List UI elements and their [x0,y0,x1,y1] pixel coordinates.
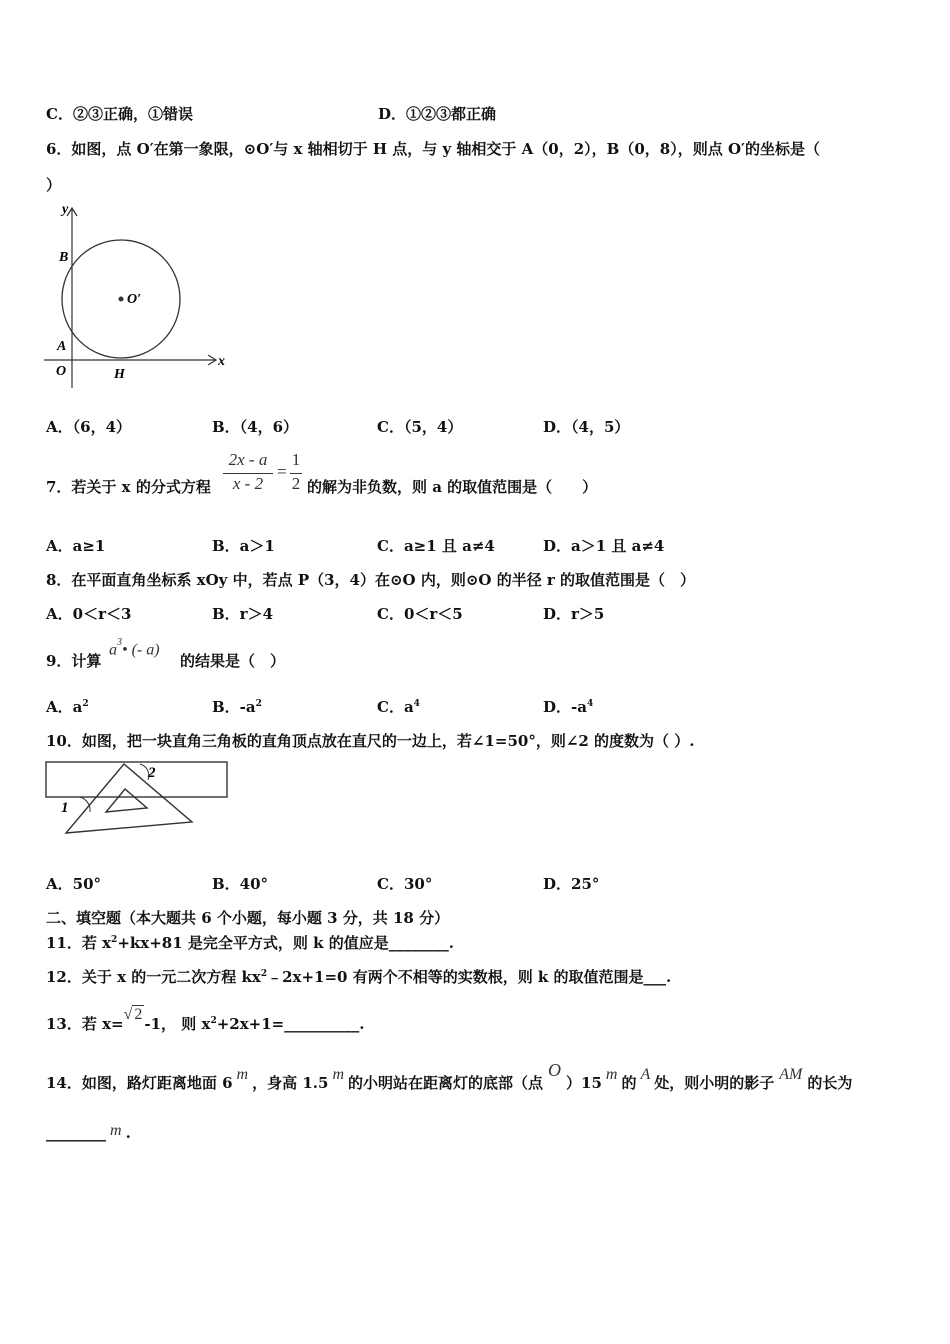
q9-option-c-exp: 4 [413,699,420,709]
q10-option-d: D．25° [543,875,600,893]
q7-rhs-numerator: 1 [291,450,301,469]
q6-question-text-cont: ） [46,176,62,194]
q6-question-text: 6．如图，点 O′在第一象限，⊙O′与 x 轴相切于 H 点，与 y 轴相交于 A（0，2），B（0，8），则点 O′的坐标是（ [46,140,820,158]
q7-question-suffix: 的解为非负数，则 a 的取值范围是（ ） [307,478,598,496]
q14-end: . [125,1124,131,1142]
q13-exp: 2 [210,1016,217,1026]
q12-text-b: ﹣2x+1=0 有两个不相等的实数根，则 k 的取值范围是___. [267,968,672,986]
q7-rhs-fraction [290,450,302,496]
q9-question-prefix: 9．计算 [46,652,102,670]
q7-option-c: C．a≥1 且 a≠4 [377,537,495,555]
q7-lhs-denominator: x - 2 [232,474,264,493]
q13-text-b: -1， 则 x [144,1015,211,1033]
q9-option-c-label: C．a [377,698,414,716]
q10-option-b: B．40° [212,875,269,893]
q14-text-a: 14．如图，路灯距离地面 6 [46,1074,233,1092]
q8-option-c: C．0＜r＜5 [377,605,463,623]
q14-text-c: 的小明站在距离灯的底部（点 [348,1074,544,1092]
q14-segment-am: AM [779,1066,803,1083]
q10-option-c: C．30° [377,875,433,893]
q12-exp: 2 [260,969,268,979]
o-label: O [56,364,67,379]
q14-point-a: A [640,1066,651,1083]
center-dot [119,297,124,302]
q9-expr-rest: • (- a) [122,641,160,659]
h-label: H [114,367,125,382]
q11-question [46,932,454,953]
angle-2-label: 2 [148,765,156,781]
q9-option-b-label: B．-a [212,698,256,716]
q7-option-a: A．a≥1 [46,537,106,555]
q9-option-a [46,696,89,717]
q10-question-text: 10．如图，把一块直角三角板的直角顶点放在直尺的一边上，若∠1=50°，则∠2 的度数为（ ）. [46,732,695,750]
q6-option-a: A．（6，4） [46,418,132,436]
q13-text-c: +2x+1=__________. [216,1015,365,1033]
a-label: A [57,339,67,354]
q8-option-a: A．0＜r＜3 [46,605,132,623]
q7-equals: = [277,462,287,481]
q7-option-b: B．a＞1 [212,537,275,555]
q14-unit-m3: m [605,1066,618,1083]
b-label: B [59,250,69,265]
q14-text-g: 的长为 [807,1074,853,1092]
q9-option-c [377,696,420,717]
q14-text-b: ，身高 1.5 [252,1074,329,1092]
q14-unit-m1: m [236,1066,249,1083]
ruler [46,762,227,797]
q13-text-a: 13．若 x= [46,1015,124,1033]
q11-exp: 2 [111,935,118,945]
y-label: y [62,202,69,217]
q7-lhs-fraction [223,450,273,496]
section-2-heading: 二、填空题（本大题共 6 个小题，每小题 3 分，共 18 分） [46,909,450,927]
q7-question-prefix: 7．若关于 x 的分式方程 [46,478,211,496]
q7-lhs-numerator: 2x - a [228,450,268,469]
q8-option-d: D．r＞5 [543,605,605,623]
q9-option-d-label: D．-a [543,698,587,716]
q9-option-b-exp: 2 [255,699,262,709]
q9-option-a-label: A．a [46,698,83,716]
angle-1-label: 1 [61,800,69,816]
q9-option-b [212,696,262,717]
q11-text-a: 11．若 x [46,934,112,952]
q14-text-d: ）15 [566,1074,602,1092]
q10-ruler-triangle-figure [44,758,244,838]
q14-text-f: 处，则小明的影子 [654,1074,775,1092]
q11-text-b: +kx+81 是完全平方式，则 k 的值应是________. [117,934,454,952]
q14-answer-line [46,1124,131,1143]
q6-circle-figure [44,198,234,388]
q14-question [46,1060,853,1093]
q6-option-c: C．（5，4） [377,418,463,436]
set-square-outer [66,764,192,833]
q6-option-d: D．（4，5） [543,418,630,436]
q9-question-suffix: 的结果是（ ） [180,652,286,670]
q14-blank: ________ [46,1124,106,1142]
q14-text-e: 的 [621,1074,637,1092]
q12-text-a: 12．关于 x 的一元二次方程 kx [46,968,261,986]
q9-option-a-exp: 2 [82,699,89,709]
q13-question [46,1006,365,1034]
q14-point-o: O [548,1060,562,1080]
q7-rhs-denominator: 2 [291,474,301,493]
q8-option-b: B．r＞4 [212,605,274,623]
q12-question [46,966,671,987]
q10-option-a: A．50° [46,875,102,893]
x-label: x [218,354,225,369]
set-square-inner [106,789,147,812]
q9-expr-base: a [109,641,117,659]
q14-unit-m2: m [332,1066,344,1083]
q7-option-d: D．a＞1 且 a≠4 [543,537,665,555]
q14-unit-m4: m [110,1122,122,1139]
q13-sqrt-arg: 2 [134,1006,143,1023]
center-label: O′ [127,292,142,307]
q9-option-d [543,696,593,717]
q13-sqrt: √ 2 [123,1006,143,1023]
q9-option-d-exp: 4 [586,699,594,709]
q9-expression [109,637,160,659]
q8-question-text: 8．在平面直角坐标系 xOy 中，若点 P（3，4）在⊙O 内，则⊙O 的半径 r 的取值范围是（ ） [46,571,696,589]
q9-expr-exponent: 3 [117,637,122,648]
q5-option-c: C．②③正确，①错误 [46,105,193,123]
q6-option-b: B．（4，6） [212,418,299,436]
q5-option-d: D．①②③都正确 [378,105,497,123]
